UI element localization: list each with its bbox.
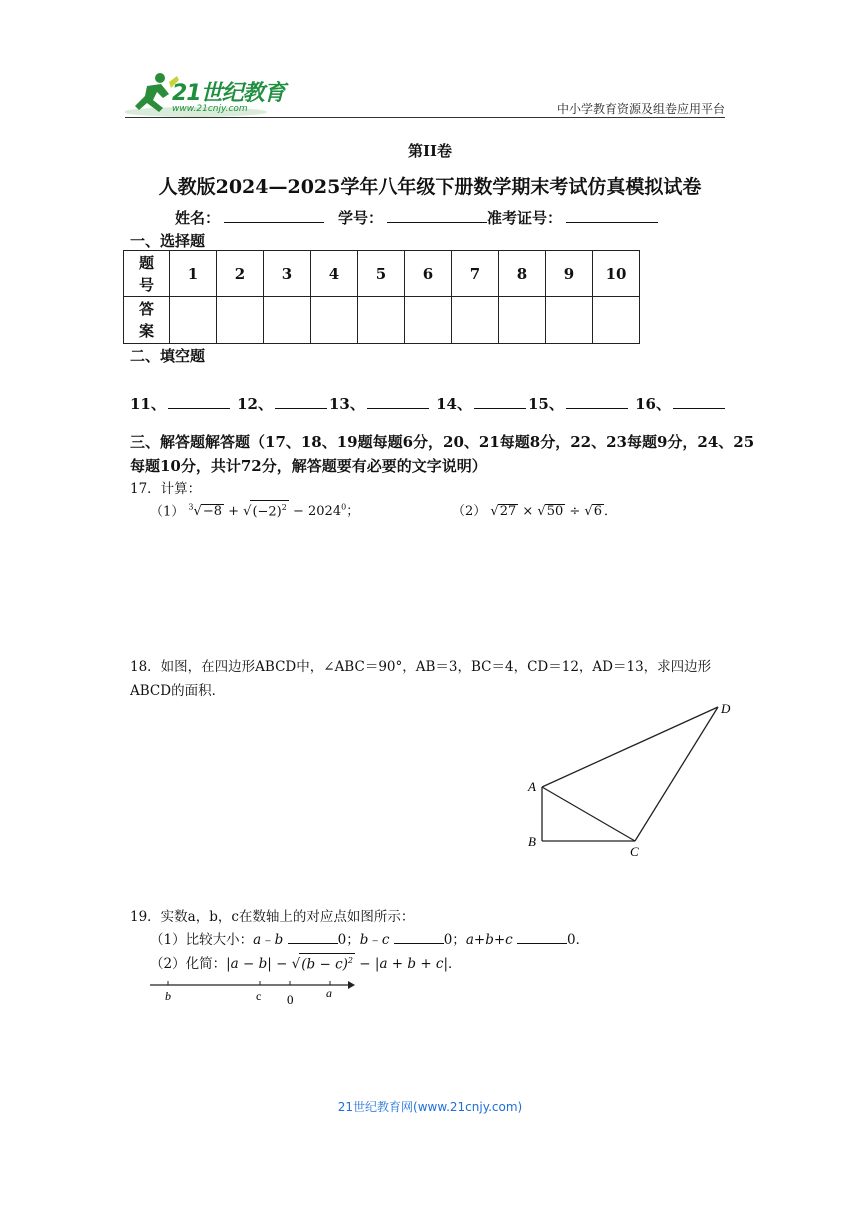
question-number: 10 — [593, 251, 640, 297]
blank-field[interactable] — [673, 394, 725, 409]
q17-part1 — [150, 500, 359, 519]
q19-part1: （1）比较大小：a﹣b 0；b﹣c 0；a+b+c 0． — [150, 932, 590, 948]
q19-stem: 19．实数a，b，c在数轴上的对应点如图所示： — [130, 909, 415, 925]
blank-label: 13、 — [328, 395, 365, 413]
answer-cell[interactable] — [452, 297, 499, 344]
student-id-label: 学号： — [338, 209, 384, 227]
question-number: 4 — [311, 251, 358, 297]
vertex-label-c: C — [630, 844, 639, 859]
answer-cell[interactable] — [405, 297, 452, 344]
exam-number-label: 准考证号： — [487, 209, 563, 227]
segment-ac — [542, 787, 635, 841]
answer-cell[interactable] — [499, 297, 546, 344]
platform-label: 中小学教育资源及组卷应用平台 — [556, 102, 725, 116]
blank-field[interactable] — [367, 394, 429, 409]
label-b: b — [165, 989, 171, 1003]
question-number: 8 — [499, 251, 546, 297]
blank-field[interactable] — [168, 394, 230, 409]
question-number: 6 — [405, 251, 452, 297]
number-line — [148, 975, 358, 1010]
student-id-field[interactable] — [387, 208, 487, 223]
answer-cell[interactable] — [358, 297, 405, 344]
section2-title: 二、填空题 — [130, 347, 206, 365]
row-header-number: 题号 — [124, 251, 170, 297]
q19-part2-label: （2）化简： — [150, 956, 227, 972]
blank-label: 15、 — [527, 395, 564, 413]
question-number: 7 — [452, 251, 499, 297]
compare-blank-3[interactable] — [517, 931, 567, 944]
question-number: 5 — [358, 251, 405, 297]
q19-part2: （2）化简：$|a - b| - √(b - c)^2 - |a + b + c|$． — [150, 952, 462, 972]
blank-field[interactable] — [275, 394, 327, 409]
vertex-label-b: B — [528, 834, 536, 849]
blank-label: 12、 — [237, 395, 273, 413]
segment-cd — [635, 707, 718, 841]
arrow-icon — [348, 981, 355, 989]
question-number: 1 — [170, 251, 217, 297]
compare-blank-2[interactable] — [394, 931, 444, 944]
vertex-label-d: D — [721, 701, 731, 716]
blank-field[interactable] — [566, 394, 628, 409]
name-field[interactable] — [224, 208, 324, 223]
q17-part2-label: （2） — [452, 504, 487, 519]
name-label: 姓名： — [175, 209, 221, 227]
answer-cell[interactable] — [264, 297, 311, 344]
exam-number-field[interactable] — [566, 208, 658, 223]
section1-title: 一、选择题 — [130, 232, 206, 250]
q17-stem: 17．计算： — [130, 481, 202, 497]
q17-part2-expression: √27 × √50 ÷ √6 ． — [490, 504, 618, 519]
logo-url: www.21cnjy.com — [172, 104, 248, 114]
answer-cell[interactable] — [170, 297, 217, 344]
quadrilateral-figure — [520, 695, 740, 860]
header-divider — [125, 117, 725, 118]
label-a: a — [326, 986, 332, 1000]
label-c: c — [256, 989, 262, 1003]
q18-text: 18．如图，在四边形ABCD中，∠ABC＝90°，AB＝3，BC＝4，CD＝12，AD＝13，求四边形ABCD的面积． — [130, 659, 712, 699]
label-zero: 0 — [287, 992, 294, 1007]
answer-table — [123, 250, 640, 344]
q19-part1-label: （1）比较大小： — [150, 932, 254, 948]
question-number: 2 — [217, 251, 264, 297]
blank-label: 14、 — [436, 395, 472, 413]
answer-cell[interactable] — [311, 297, 358, 344]
vertex-label-a: A — [528, 779, 536, 794]
compare-blank-1[interactable] — [288, 931, 338, 944]
answer-cell[interactable] — [546, 297, 593, 344]
question-number: 9 — [546, 251, 593, 297]
q17-part2 — [452, 500, 617, 519]
blank-label: 16、 — [635, 395, 671, 413]
logo-text: 21世纪教育 — [172, 81, 285, 106]
section3-title: 三、解答题解答题（17、18、19题每题6分，20、21每题8分，22、23每题9分，24、25每题10分，共计72分，解答题要有必要的文字说明） — [130, 433, 755, 475]
answer-cell[interactable] — [593, 297, 640, 344]
volume-label: 第II卷 — [407, 142, 453, 160]
blank-label: 11、 — [130, 395, 166, 413]
footer-link[interactable]: 21世纪教育网(www.21cnjy.com) — [337, 1100, 523, 1114]
q17-part1-expression: $^3√-8 + √(-2)^2 - 2024^0$； — [188, 504, 359, 519]
blank-field[interactable] — [474, 394, 526, 409]
answer-cell[interactable] — [217, 297, 264, 344]
student-info-row — [175, 207, 672, 228]
row-header-answer: 答案 — [124, 297, 170, 344]
exam-title: 人教版2024—2025学年八年级下册数学期末考试仿真模拟试卷 — [158, 176, 702, 198]
q17-part1-label: （1） — [150, 504, 185, 520]
question-number: 3 — [264, 251, 311, 297]
segment-ad — [542, 707, 718, 787]
fill-blank-row — [130, 393, 727, 414]
